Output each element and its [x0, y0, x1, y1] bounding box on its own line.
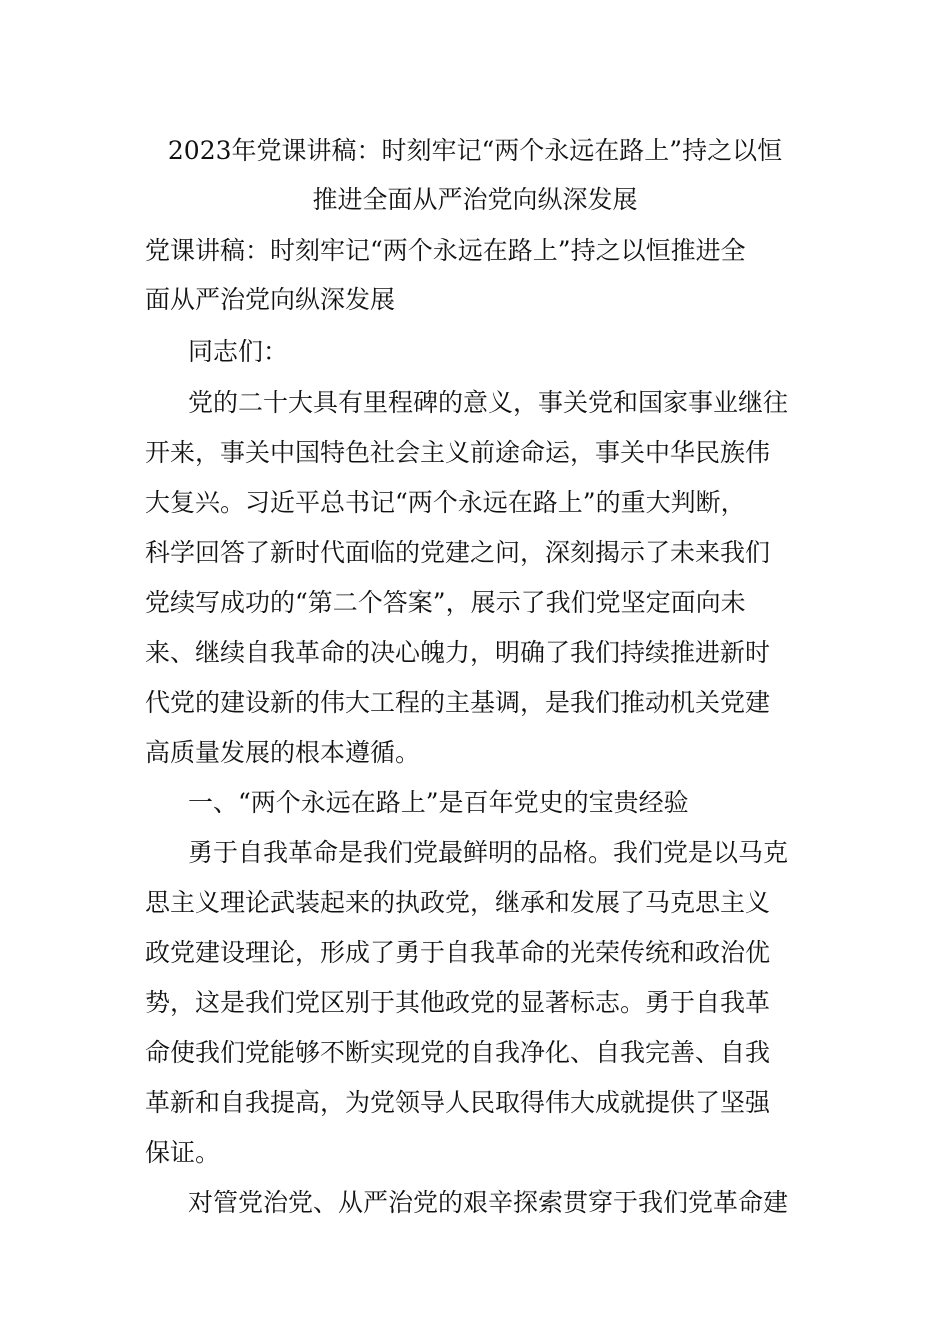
paragraph-line: 勇于自我革命是我们党最鲜明的品格。我们党是以马克	[188, 838, 789, 867]
subtitle-line-1: 党课讲稿：时刻牢记“两个永远在路上”持之以恒推进全	[145, 236, 746, 265]
paragraph-line: 保证。	[145, 1138, 221, 1167]
paragraph-line: 高质量发展的根本遵循。	[145, 738, 421, 767]
paragraph-line: 革新和自我提高，为党领导人民取得伟大成就提供了坚强	[145, 1088, 771, 1117]
paragraph-line: 大复兴。习近平总书记“两个永远在路上”的重大判断，	[145, 488, 746, 517]
paragraph-line: 代党的建设新的伟大工程的主基调，是我们推动机关党建	[145, 688, 771, 717]
document-title-line-2: 推进全面从严治党向纵深发展	[312, 185, 638, 214]
section-heading-1: 一、“两个永远在路上”是百年党史的宝贵经验	[188, 788, 689, 817]
paragraph-line: 命使我们党能够不断实现党的自我净化、自我完善、自我	[145, 1038, 771, 1067]
paragraph-line: 科学回答了新时代面临的党建之问，深刻揭示了未来我们	[145, 538, 771, 567]
salutation: 同志们：	[188, 337, 289, 366]
document-title-line-1: 2023年党课讲稿：时刻牢记“两个永远在路上”持之以恒	[167, 136, 783, 165]
paragraph-line: 对管党治党、从严治党的艰辛探索贯穿于我们党革命建	[188, 1188, 789, 1217]
paragraph-line: 思主义理论武装起来的执政党，继承和发展了马克思主义	[145, 888, 771, 917]
paragraph-line: 开来，事关中国特色社会主义前途命运，事关中华民族伟	[145, 438, 771, 467]
paragraph-line: 党续写成功的“第二个答案”，展示了我们党坚定面向未	[145, 588, 746, 617]
paragraph-line: 党的二十大具有里程碑的意义，事关党和国家事业继往	[188, 388, 789, 417]
paragraph-line: 势，这是我们党区别于其他政党的显著标志。勇于自我革	[145, 988, 771, 1017]
subtitle-line-2: 面从严治党向纵深发展	[145, 285, 396, 314]
paragraph-line: 来、继续自我革命的决心魄力，明确了我们持续推进新时	[145, 638, 771, 667]
paragraph-line: 政党建设理论，形成了勇于自我革命的光荣传统和政治优	[145, 938, 771, 967]
